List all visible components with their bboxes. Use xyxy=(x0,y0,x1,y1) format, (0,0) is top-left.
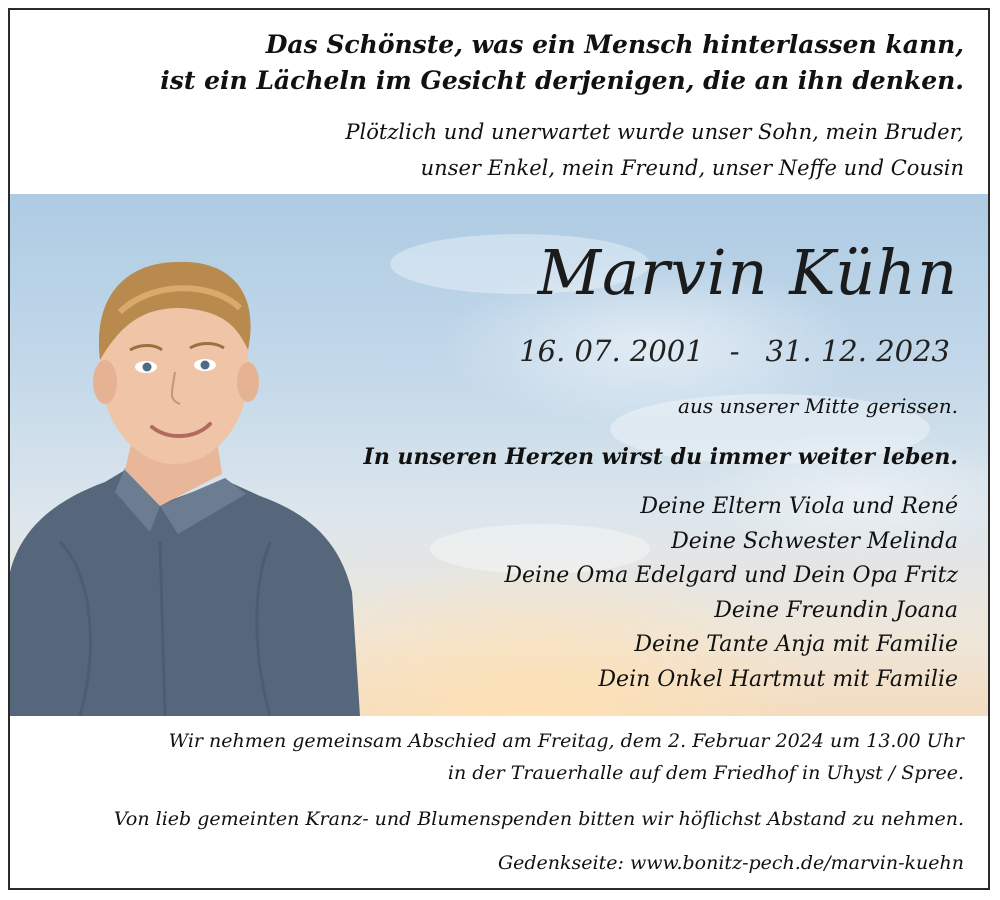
mourner-line: Deine Eltern Viola und René xyxy=(640,494,958,519)
intro-line-1: Plötzlich und unerwartet wurde unser Sohn, mein Bruder, xyxy=(345,120,964,144)
mourner-line: Deine Freundin Joana xyxy=(714,597,958,623)
birth-date: 16. 07. 2001 xyxy=(519,334,704,368)
mourners-list xyxy=(504,490,958,697)
memorial-link[interactable]: Gedenkseite: www.bonitz-pech.de/marvin-kuehn xyxy=(497,852,964,874)
mitte-text: aus unserer Mitte gerissen. xyxy=(678,394,958,418)
mourner-line: Deine Schwester Melinda xyxy=(671,528,958,554)
intro-line-2: unser Enkel, mein Freund, unser Neffe und Cousin xyxy=(420,156,964,180)
death-date: 31. 12. 2023 xyxy=(765,334,950,368)
farewell-line-1: Wir nehmen gemeinsam Abschied am Freitag, dem 2. Februar 2024 um 13.00 Uhr xyxy=(168,730,964,752)
flowers-note: Von lieb gemeinten Kranz- und Blumenspenden bitten wir höflichst Abstand zu nehmen. xyxy=(113,808,964,830)
portrait-photo xyxy=(10,242,360,716)
date-separator: - xyxy=(729,334,740,368)
obituary-card xyxy=(8,8,990,890)
mourner-line: Deine Oma Edelgard und Dein Opa Fritz xyxy=(504,563,958,588)
quote-line-1: Das Schönste, was ein Mensch hinterlassen kann, xyxy=(265,30,964,59)
deceased-name: Marvin Kühn xyxy=(537,236,958,309)
mourner-line: Deine Tante Anja mit Familie xyxy=(634,632,958,657)
mourner-line: Dein Onkel Hartmut mit Familie xyxy=(598,666,958,692)
sky-background xyxy=(10,194,988,716)
life-dates xyxy=(519,334,950,368)
quote-line-2: ist ein Lächeln im Gesicht derjenigen, die an ihn denken. xyxy=(160,66,964,95)
herzen-text: In unseren Herzen wirst du immer weiter leben. xyxy=(363,444,958,470)
farewell-line-2: in der Trauerhalle auf dem Friedhof in Uhyst / Spree. xyxy=(447,762,964,784)
